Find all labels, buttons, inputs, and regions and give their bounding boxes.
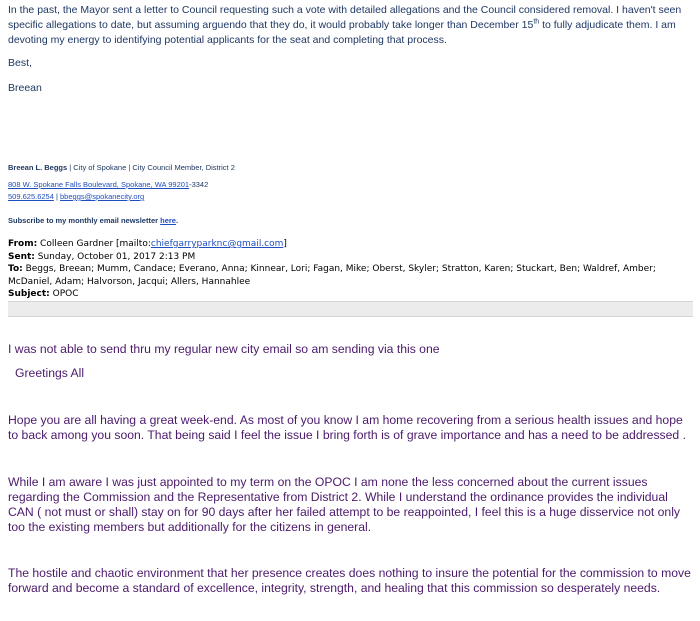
sent-label: Sent:: [8, 251, 35, 262]
from-row: [8, 238, 694, 251]
reply-text-part-2: to fully adjudicate them. I am devoting my energy to identifying potential applicants for the seat and completing that process.: [8, 19, 676, 46]
phone-link[interactable]: 509.625.6254: [8, 192, 54, 201]
newsletter-link[interactable]: here: [160, 216, 176, 225]
sent-row: [8, 251, 694, 264]
message-paragraph-3: Hope you are all having a great week-end. As most of you know I am home recovering from a serious health issues and hope to back among you soon. That being said I feel the issue I bring forth is of grave importance and has a need to be addressed .: [8, 413, 686, 442]
from-email-link[interactable]: chiefgarryparknc@gmail.com: [150, 239, 284, 249]
email-link[interactable]: bbeggs@spokanecity.org: [60, 192, 145, 201]
ordinal-suffix: th: [533, 18, 540, 26]
header-divider: [8, 301, 693, 317]
to-value: Beggs, Breean; Mumm, Candace; Everano, Anna; Kinnear, Lori; Fagan, Mike; Oberst, Skyler; Stratton, Karen; Stuckart, Ben; Waldref, Amber; McDaniel, Adam; Halvorson, Jacqui; Allers, Hannahlee: [8, 264, 656, 287]
signature-address: [8, 180, 208, 189]
message-paragraph-4: While I am aware I was just appointed to my term on the OPOC I am none the less concerned about the current issues regarding the Commission and the Representative from District 2. While I understand the ordinance provides the individual CAN ( not must or shall) stay on for 90 days after her failed attempt to be reappointed, I feel this is a huge disservice not only too the existing members but additionally for the citizens in general.: [8, 475, 681, 534]
closing-text: Best,: [8, 57, 32, 69]
message-paragraph-5: The hostile and chaotic environment that her presence creates does nothing to insure the potential for the commission to move forward and become a standard of excellence, integrity, strength, and healing that this commission so desperately needs.: [8, 566, 691, 595]
from-end: ]: [283, 239, 287, 249]
forwarded-header: [8, 238, 694, 301]
sent-value: Sunday, October 01, 2017 2:13 PM: [34, 251, 196, 262]
signature-name-line: [8, 163, 235, 172]
from-value: Colleen Gardner [mailto:: [37, 239, 151, 249]
signature-name: Breean L. Beggs: [8, 163, 68, 172]
address-suffix: -3342: [189, 180, 209, 189]
sender-first-name: Breean: [8, 82, 42, 94]
reply-paragraph: [8, 3, 694, 48]
address-link[interactable]: 808 W. Spokane Falls Boulevard, Spokane, WA 99201: [8, 180, 190, 189]
message-paragraph-1: I was not able to send thru my regular new city email so am sending via this one: [8, 342, 440, 356]
to-label: To:: [8, 264, 23, 275]
signature-title: | City of Spokane | City Council Member, District 2: [67, 163, 235, 172]
subject-row: [8, 288, 694, 301]
subject-label: Subject:: [8, 289, 50, 300]
newsletter-end: .: [175, 216, 179, 225]
signature-contact: [8, 192, 144, 201]
from-label: From:: [8, 239, 38, 249]
newsletter-line: [8, 216, 178, 225]
subject-value: OPOC: [49, 289, 79, 300]
newsletter-text: Subscribe to my monthly email newsletter: [8, 216, 161, 225]
reply-text-part-1: In the past, the Mayor sent a letter to Council requesting such a vote with detailed allegations and the Council considered removal. I haven't seen specific allegations to date, but assuming arguendo that they do, it would probably take longer than December 15: [8, 4, 682, 31]
message-greeting: Greetings All: [15, 366, 85, 380]
contact-separator: |: [53, 192, 61, 201]
to-row: [8, 263, 694, 288]
